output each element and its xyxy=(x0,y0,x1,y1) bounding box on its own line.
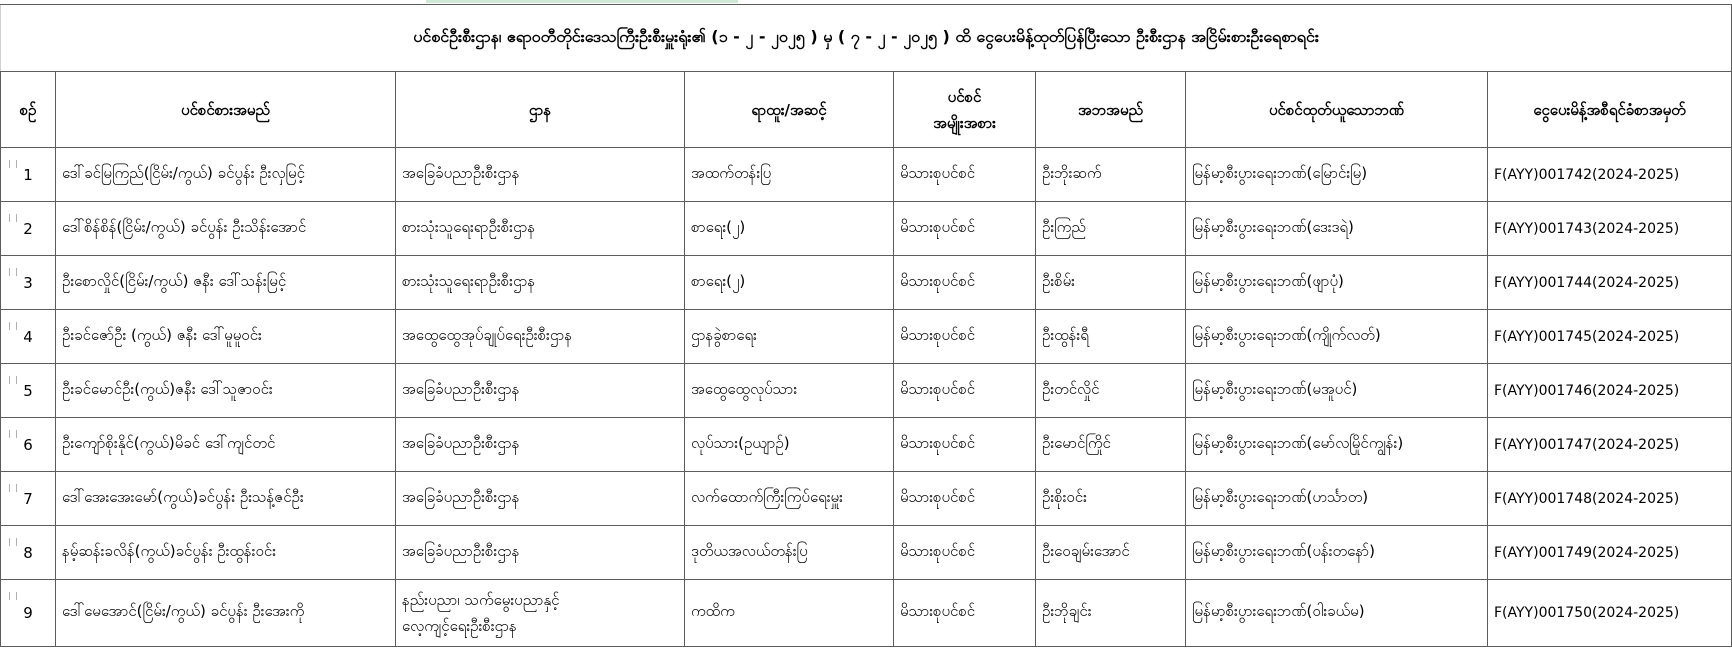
cell-rank[interactable]: လုပ်သား(ဥယျာဉ်) xyxy=(685,418,894,472)
cell-dept[interactable]: အခြေခံပညာဦးစီးဌာန xyxy=(396,526,685,580)
cell-dept[interactable] xyxy=(396,580,685,647)
cell-bank[interactable]: မြန်မာ့စီးပွားရေးဘဏ်(မော်လမြိုင်ကျွန်း) xyxy=(1186,418,1488,472)
cell-name[interactable]: ဦးစောလှိုင်(ငြိမ်း/ကွယ်) ဇနီး ဒေါ်သန်းမြင့် xyxy=(56,256,396,310)
cell-type[interactable]: မိသားစုပင်စင် xyxy=(894,418,1036,472)
error-marker-icon xyxy=(9,160,17,168)
pension-table xyxy=(0,4,1732,647)
cell-name[interactable]: နမ့်ဆန်းခလိန်(ကွယ်)ခင်ပွန်း ဦးထွန်းဝင်း xyxy=(56,526,396,580)
cell-code[interactable]: F(AYY)001749(2024-2025) xyxy=(1488,526,1732,580)
cell-code[interactable]: F(AYY)001746(2024-2025) xyxy=(1488,364,1732,418)
selected-column-indicator xyxy=(426,0,738,3)
cell-bank[interactable]: မြန်မာ့စီးပွားရေးဘဏ်(ဒေးဒရဲ) xyxy=(1186,202,1488,256)
cell-no[interactable] xyxy=(1,580,56,647)
error-marker-icon xyxy=(9,592,17,600)
row-number: 9 xyxy=(23,604,33,622)
cell-bank[interactable]: မြန်မာ့စီးပွားရေးဘဏ်(ပန်းတနော်) xyxy=(1186,526,1488,580)
cell-bank[interactable]: မြန်မာ့စီးပွားရေးဘဏ်(ကျိုက်လတ်) xyxy=(1186,310,1488,364)
cell-name[interactable]: ဦးခင်မောင်ဦး(ကွယ်)ဇနီး ဒေါ်သူဇာဝင်း xyxy=(56,364,396,418)
cell-rank[interactable]: အထက်တန်းပြ xyxy=(685,148,894,202)
header-type[interactable] xyxy=(894,72,1036,148)
row-number: 5 xyxy=(23,381,33,400)
cell-code[interactable]: F(AYY)001744(2024-2025) xyxy=(1488,256,1732,310)
header-no[interactable]: စဉ် xyxy=(1,72,56,148)
cell-no[interactable] xyxy=(1,364,56,418)
cell-code[interactable]: F(AYY)001743(2024-2025) xyxy=(1488,202,1732,256)
table-row xyxy=(1,580,1732,647)
cell-dept[interactable]: အခြေခံပညာဦးစီးဌာန xyxy=(396,472,685,526)
cell-dept[interactable]: စားသုံးသူရေးရာဦးစီးဌာန xyxy=(396,202,685,256)
row-number: 4 xyxy=(23,327,33,346)
header-code[interactable]: ငွေပေးမိန့်အစီရင်ခံစာအမှတ် xyxy=(1488,72,1732,148)
row-number: 8 xyxy=(23,543,33,562)
cell-rank[interactable]: ကထိက xyxy=(685,580,894,647)
cell-no[interactable] xyxy=(1,472,56,526)
error-marker-icon xyxy=(9,484,17,492)
row-number: 1 xyxy=(23,165,33,184)
cell-father[interactable]: ဦးမောင်ကြိုင် xyxy=(1036,418,1186,472)
error-marker-icon xyxy=(9,214,17,222)
cell-father[interactable]: ဦးဝေချမ်းအောင် xyxy=(1036,526,1186,580)
table-row xyxy=(1,310,1732,364)
cell-father[interactable]: ဦးစိမ်း xyxy=(1036,256,1186,310)
cell-code[interactable]: F(AYY)001748(2024-2025) xyxy=(1488,472,1732,526)
cell-type[interactable]: မိသားစုပင်စင် xyxy=(894,148,1036,202)
cell-rank[interactable]: စာရေး(၂) xyxy=(685,202,894,256)
cell-type[interactable]: မိသားစုပင်စင် xyxy=(894,256,1036,310)
cell-no[interactable] xyxy=(1,202,56,256)
cell-no[interactable] xyxy=(1,418,56,472)
cell-father[interactable]: ဦးတင်လှိုင် xyxy=(1036,364,1186,418)
header-father[interactable]: အဘအမည် xyxy=(1036,72,1186,148)
header-row xyxy=(1,72,1732,148)
cell-rank[interactable]: စာရေး(၂) xyxy=(685,256,894,310)
cell-no[interactable] xyxy=(1,526,56,580)
cell-bank[interactable]: မြန်မာ့စီးပွားရေးဘဏ်(ဝါးခယ်မ) xyxy=(1186,580,1488,647)
cell-bank[interactable]: မြန်မာ့စီးပွားရေးဘဏ်(မအူပင်) xyxy=(1186,364,1488,418)
header-dept[interactable]: ဌာန xyxy=(396,72,685,148)
cell-father[interactable]: ဦးဘိုးဆက် xyxy=(1036,148,1186,202)
cell-father[interactable]: ဦးထွန်းရီ xyxy=(1036,310,1186,364)
table-row xyxy=(1,364,1732,418)
table-row xyxy=(1,256,1732,310)
table-title[interactable]: ပင်စင်ဦးစီးဌာန၊ ဧရာဝတီတိုင်းဒေသကြီးဦးစီးမှူးရုံး၏ (၁ - ၂ - ၂၀၂၅ ) မှ ( ၇ - ၂ - ၂၀၂၅ ) ထိ ငွေပေးမိန့်ထုတ်ပြန်ပြီးသော ဦးစီးဌာန အငြိမ်းစားဦးရေစာရင်း xyxy=(1,5,1732,72)
cell-type[interactable]: မိသားစုပင်စင် xyxy=(894,580,1036,647)
cell-name[interactable]: ဒေါ်မေအောင်(ငြိမ်း/ကွယ်) ခင်ပွန်း ဦးအေးကို xyxy=(56,580,396,647)
cell-name[interactable]: ဒေါ်စိန်စိန်(ငြိမ်း/ကွယ်) ခင်ပွန်း ဦးသိန်းအောင် xyxy=(56,202,396,256)
cell-rank[interactable]: အထွေထွေလုပ်သား xyxy=(685,364,894,418)
cell-type[interactable]: မိသားစုပင်စင် xyxy=(894,364,1036,418)
cell-no[interactable] xyxy=(1,310,56,364)
header-name[interactable]: ပင်စင်စားအမည် xyxy=(56,72,396,148)
row-number: 7 xyxy=(23,489,33,508)
table-row xyxy=(1,148,1732,202)
table-row xyxy=(1,472,1732,526)
cell-dept[interactable]: အခြေခံပညာဦးစီးဌာန xyxy=(396,418,685,472)
cell-type[interactable]: မိသားစုပင်စင် xyxy=(894,202,1036,256)
cell-dept[interactable]: အခြေခံပညာဦးစီးဌာန xyxy=(396,364,685,418)
cell-code[interactable]: F(AYY)001742(2024-2025) xyxy=(1488,148,1732,202)
cell-bank[interactable]: မြန်မာ့စီးပွားရေးဘဏ်(ဟင်္သာတ) xyxy=(1186,472,1488,526)
table-row xyxy=(1,202,1732,256)
cell-bank[interactable]: မြန်မာ့စီးပွားရေးဘဏ်(ဖျာပုံ) xyxy=(1186,256,1488,310)
cell-father[interactable]: ဦးကြည် xyxy=(1036,202,1186,256)
header-type-line2: အမျိုးအစား xyxy=(933,113,996,132)
cell-code[interactable]: F(AYY)001750(2024-2025) xyxy=(1488,580,1732,647)
header-type-line1: ပင်စင် xyxy=(947,87,982,106)
dept-line1: နည်းပညာ၊ သက်မွေးပညာနှင့် xyxy=(402,591,560,609)
table-row xyxy=(1,526,1732,580)
error-marker-icon xyxy=(9,376,17,384)
cell-no[interactable] xyxy=(1,148,56,202)
cell-name[interactable]: ဦးခင်ဇော်ဦး (ကွယ်) ဇနီး ဒေါ်မူမူဝင်း xyxy=(56,310,396,364)
cell-name[interactable]: ဒေါ်ခင်မြကြည်(ငြိမ်း/ကွယ်) ခင်ပွန်း ဦးလှမြင့် xyxy=(56,148,396,202)
cell-father[interactable]: ဦးစိုးဝင်း xyxy=(1036,472,1186,526)
cell-father[interactable]: ဦးဘိုချင်း xyxy=(1036,580,1186,647)
cell-dept[interactable]: စားသုံးသူရေးရာဦးစီးဌာန xyxy=(396,256,685,310)
cell-dept[interactable]: အခြေခံပညာဦးစီးဌာန xyxy=(396,148,685,202)
row-number: 2 xyxy=(23,219,33,238)
error-marker-icon xyxy=(9,538,17,546)
row-number: 3 xyxy=(23,273,33,292)
cell-dept[interactable]: အထွေထွေအုပ်ချုပ်ရေးဦးစီးဌာန xyxy=(396,310,685,364)
cell-bank[interactable]: မြန်မာ့စီးပွားရေးဘဏ်(မြောင်းမြ) xyxy=(1186,148,1488,202)
cell-rank[interactable]: ဌာနခွဲစာရေး xyxy=(685,310,894,364)
dept-line2: လေ့ကျင့်ရေးဦးစီးဌာန xyxy=(402,617,517,635)
cell-code[interactable]: F(AYY)001747(2024-2025) xyxy=(1488,418,1732,472)
cell-type[interactable]: မိသားစုပင်စင် xyxy=(894,526,1036,580)
cell-rank[interactable]: ဒုတိယအလယ်တန်းပြ xyxy=(685,526,894,580)
cell-name[interactable]: ဒေါ်အေးအေးမော်(ကွယ်)ခင်ပွန်း ဦးသန့်ဇင်ဦး xyxy=(56,472,396,526)
cell-type[interactable]: မိသားစုပင်စင် xyxy=(894,472,1036,526)
header-rank[interactable]: ရာထူး/အဆင့် xyxy=(685,72,894,148)
error-marker-icon xyxy=(9,322,17,330)
table-row xyxy=(1,418,1732,472)
error-marker-icon xyxy=(9,430,17,438)
error-marker-icon xyxy=(9,268,17,276)
row-number: 6 xyxy=(23,435,33,454)
cell-type[interactable]: မိသားစုပင်စင် xyxy=(894,310,1036,364)
cell-name[interactable]: ဦးကျော်စိုးနိုင်(ကွယ်)မိခင် ဒေါ်ကျင်တင် xyxy=(56,418,396,472)
cell-code[interactable]: F(AYY)001745(2024-2025) xyxy=(1488,310,1732,364)
header-bank[interactable]: ပင်စင်ထုတ်ယူသောဘဏ် xyxy=(1186,72,1488,148)
cell-no[interactable] xyxy=(1,256,56,310)
cell-rank[interactable]: လက်ထောက်ကြီးကြပ်ရေးမှူး xyxy=(685,472,894,526)
